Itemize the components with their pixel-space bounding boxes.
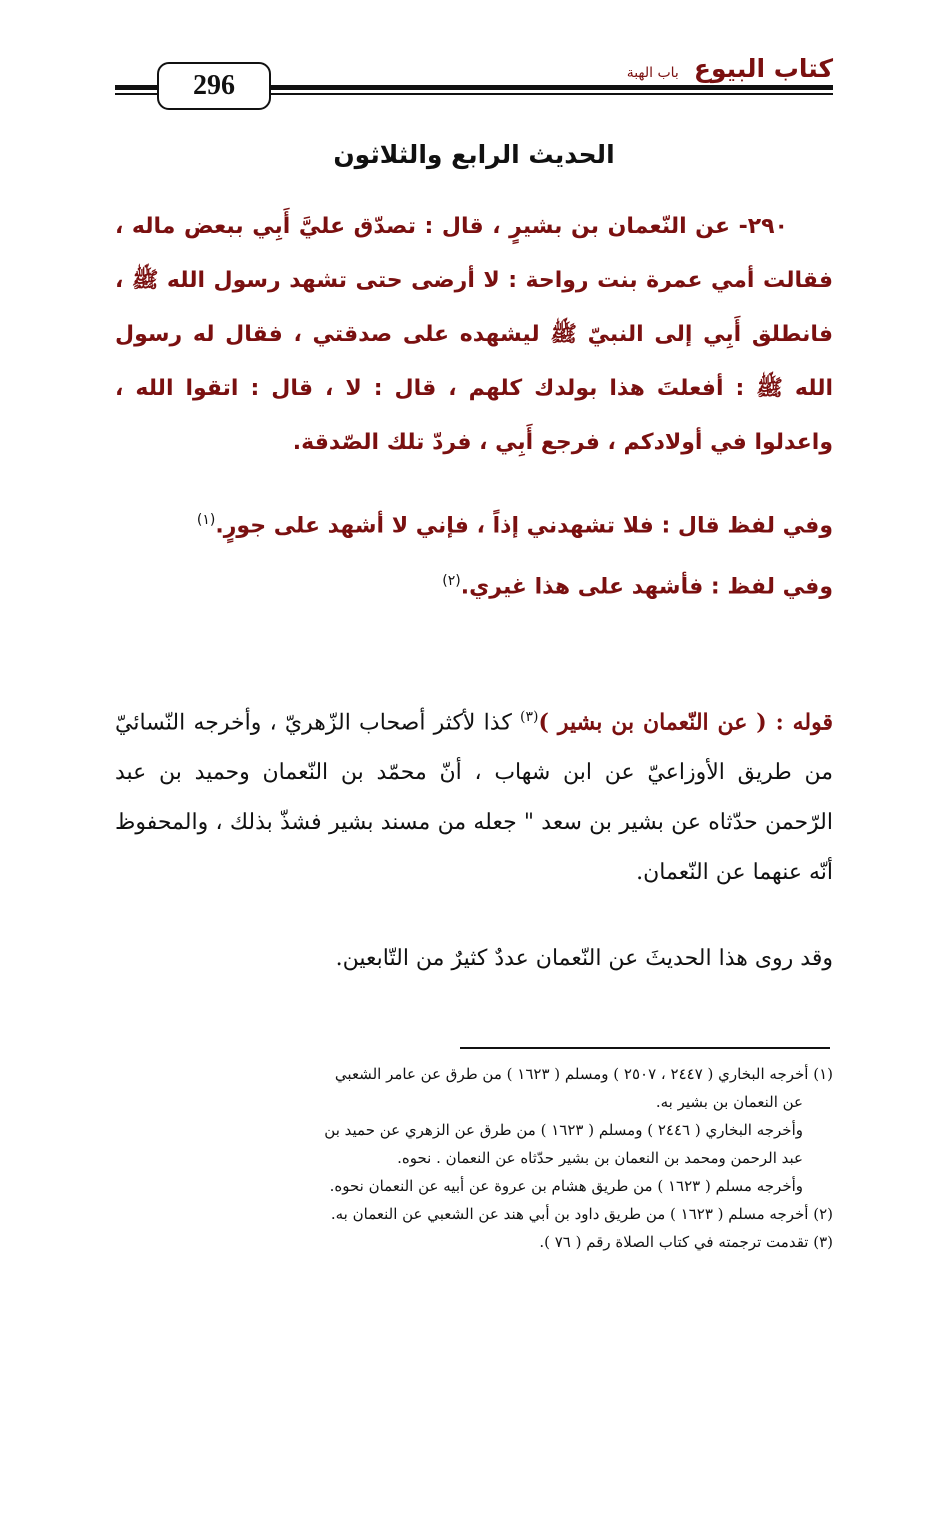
running-head — [627, 54, 833, 83]
footnote-ref-1: (١) — [196, 512, 216, 528]
hadith-body: ٢٩٠- عن النّعمان بن بشيرٍ ، قال : تصدّق عليَّ أَبِي ببعض ماله ، فقالت أمي عمرة بنت رواحة : لا أرضى حتى تشهد رسول الله ﷺ ، فانطلق أَبِي إلى النبيّ ﷺ ليشهده على صدقتي ، فقال له رسول الله ﷺ : أفعلتَ هذا بولدك كلهم ، قال : لا ، قال : اتقوا الله ، واعدلوا في أولادكم ، فرجع أَبِي ، فردّ تلك الصّدقة. — [115, 214, 833, 455]
footnote-1-line-1: (١) أخرجه البخاري ( ٢٤٤٧ ، ٢٥٠٧ ) ومسلم ( ١٦٢٣ ) من طرق عن عامر الشعبي — [334, 1065, 833, 1083]
footnote-1-line-2: عن النعمان بن بشير به. — [655, 1093, 803, 1111]
hadith-variant-2 — [115, 573, 833, 599]
footnote-1-line-5: وأخرجه مسلم ( ١٦٢٣ ) من طريق هشام بن عروة عن أبيه عن النعمان نحوه. — [329, 1177, 803, 1195]
footnote-ref-2: (٢) — [442, 573, 461, 589]
footnote-3: (٣) تقدمت ترجمته في كتاب الصلاة رقم ( ٧٦ ). — [539, 1233, 833, 1251]
page-number: 296 — [157, 62, 271, 110]
variant-2-text: وفي لفظ : فأشهد على هذا غيري. — [460, 574, 833, 600]
hadith-variant-1 — [115, 512, 833, 538]
commentary-lead: قوله : ( عن النّعمان بن بشير ) — [538, 709, 833, 736]
commentary-paragraph-2: وقد روى هذا الحديثَ عن النّعمان عددٌ كثيرٌ من التّابعين. — [335, 946, 833, 971]
hadith-title: الحديث الرابع والثلاثون — [333, 140, 615, 169]
book-title: كتاب البيوع — [693, 54, 833, 83]
footnotes — [115, 1060, 833, 1256]
footnote-ref-3: (٣) — [520, 709, 539, 725]
page-header — [115, 52, 833, 112]
footnote-separator — [460, 1047, 830, 1049]
footnote-2: (٢) أخرجه مسلم ( ١٦٢٣ ) من طريق داود بن أبي هند عن الشعبي عن النعمان به. — [330, 1205, 833, 1223]
footnote-1-line-4: عبد الرحمن ومحمد بن النعمان بن بشير حدّثاه عن النعمان . نحوه. — [397, 1149, 803, 1167]
chapter-title: باب الهبة — [626, 65, 679, 81]
commentary-text: كذا لأكثر أصحاب الزّهريّ ، وأخرجه النّسائيّ من طريق الأوزاعيّ عن ابن شهاب ، أنّ محمّد بن النّعمان وحميد بن عبد الرّحمن حدّثاه عن بشير بن سعد " جعله من مسند بشير فشذّ بذلك ، والمحفوظ أنّه عنهما عن النّعمان. — [115, 710, 833, 886]
variant-1-text: وفي لفظ قال : فلا تشهدني إذاً ، فإني لا أشهد على جورٍ. — [215, 513, 833, 539]
commentary-paragraph — [115, 692, 833, 898]
footnote-1-line-3: وأخرجه البخاري ( ٢٤٤٦ ) ومسلم ( ١٦٢٣ ) من طرق عن الزهري عن حميد بن — [324, 1121, 803, 1139]
